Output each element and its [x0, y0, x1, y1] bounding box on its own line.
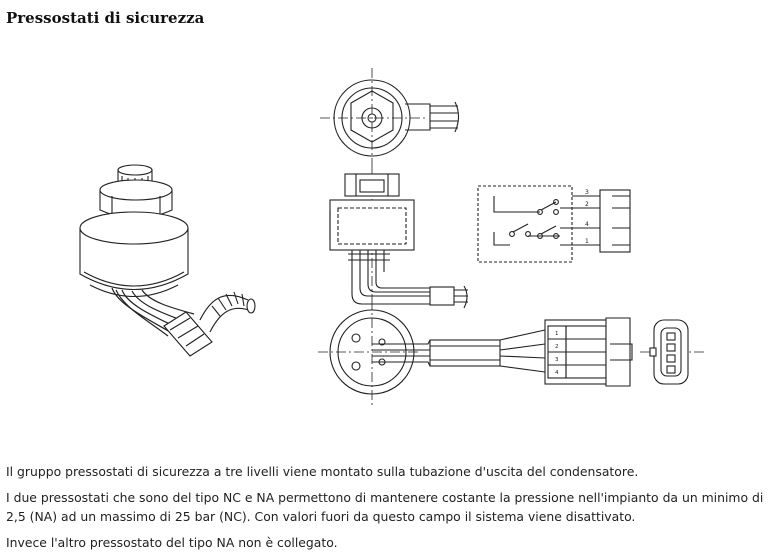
schematic-pin-4: 4 — [585, 221, 589, 228]
schematic-pin-labels — [585, 189, 589, 245]
page-title: Pressostati di sicurezza — [6, 9, 205, 27]
paragraph-mounting: Il gruppo pressostati di sicurezza a tre livelli viene montato sulla tubazione d'uscita del condensatore. — [6, 464, 639, 479]
paragraph-pressure-range: I due pressostati che sono del tipo NC e NA permettono di mantenere costante la pressione nell'impianto da un minimo di 2,5 (NA) ad un massimo di 25 bar (NC). Con valori fuori da questo campo il sistema viene disattivato. — [6, 490, 764, 524]
front-view-drawing — [318, 300, 706, 405]
side-view-drawing — [330, 168, 468, 308]
paragraph-unused-switch: Invece l'altro pressostato del tipo NA non è collegato. — [6, 535, 338, 550]
pressure-switch-photo — [80, 165, 255, 356]
schematic-pin-1: 1 — [585, 238, 589, 245]
electrical-schematic — [478, 186, 630, 262]
top-view-drawing — [320, 68, 459, 168]
connector-pin-4: 4 — [555, 370, 559, 376]
connector-pin-3: 3 — [555, 357, 559, 363]
schematic-pin-2: 2 — [585, 201, 589, 208]
schematic-pin-3: 3 — [585, 189, 589, 196]
connector-pin-2: 2 — [555, 344, 559, 350]
connector-pin-1: 1 — [555, 331, 559, 337]
